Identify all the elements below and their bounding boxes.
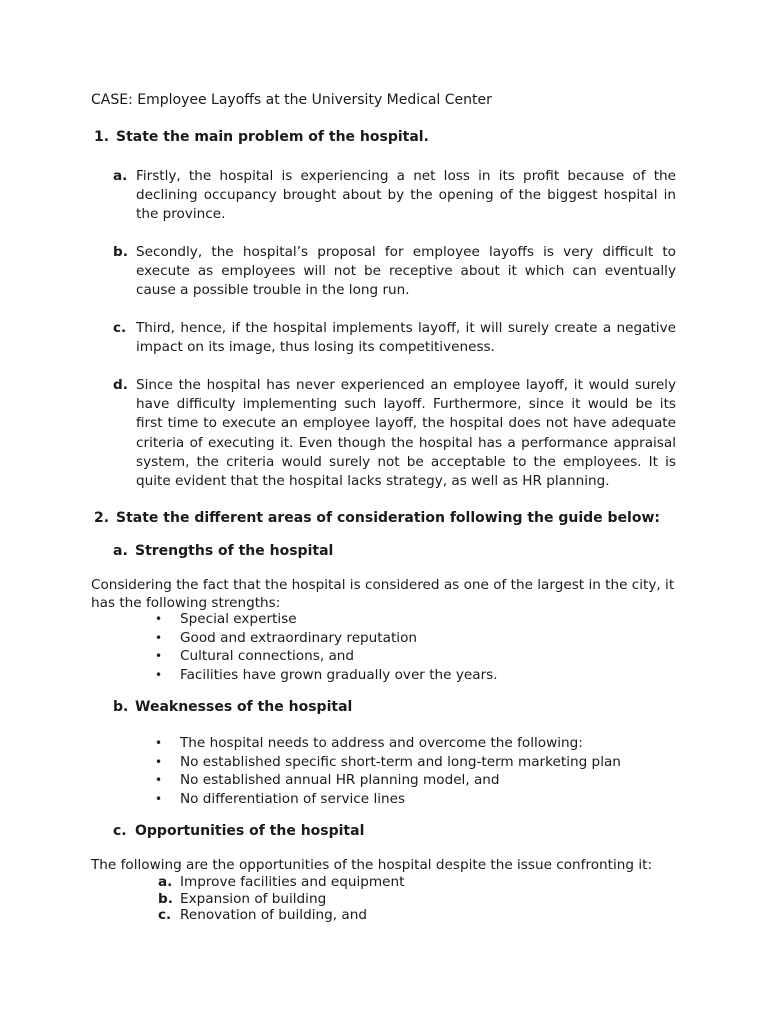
bullet-icon: • — [155, 612, 163, 626]
answer-b-text: Secondly, the hospital’s proposal for employee layoffs is very difficult to execute as employees will not be receptive about it which can eventually cause a possible trouble in the long run. — [136, 244, 676, 299]
weaknesses-list — [155, 734, 621, 808]
bullet-icon: • — [155, 736, 163, 750]
answer-a-text: Firstly, the hospital is experiencing a net loss in its profit because of the declining occupancy brought about by the opening of the biggest hospital in the province. — [136, 168, 676, 223]
bullet-icon: • — [155, 791, 163, 806]
bullet-icon: • — [155, 649, 163, 663]
list-item: • No differentiation of service lines — [155, 790, 406, 807]
list-item: • Cultural connections, and — [155, 648, 355, 664]
document-title: CASE: Employee Layoffs at the University Medical Center — [91, 92, 492, 108]
question-1-number: 1. — [94, 129, 110, 145]
list-item: • Facilities have grown gradually over the years. — [155, 666, 498, 683]
strengths-letter: a. — [113, 543, 128, 559]
list-item: • The hospital needs to address and overcome the following: — [155, 735, 583, 751]
answer-b-letter: b. — [113, 244, 128, 260]
list-item: • No established annual HR planning model, and — [155, 772, 500, 788]
answer-d — [113, 376, 676, 491]
answer-c-text: Third, hence, if the hospital implements layoff, it will surely create a negative impact on its image, thus losing its competitiveness. — [136, 320, 676, 356]
opportunities-heading — [113, 823, 364, 839]
weaknesses-heading-text: Weaknesses of the hospital — [135, 699, 353, 715]
bullet-icon: • — [155, 773, 163, 787]
bullet-icon: • — [155, 667, 163, 682]
question-2-number: 2. — [94, 510, 110, 526]
strengths-heading — [113, 543, 333, 559]
strengths-heading-text: Strengths of the hospital — [135, 543, 334, 559]
question-1-text: State the main problem of the hospital. — [116, 129, 429, 145]
opportunities-intro: The following are the opportunities of the hospital despite the issue confronting it: — [91, 857, 653, 873]
bullet-icon: • — [155, 754, 163, 769]
list-item: • No established specific short-term and long-term marketing plan — [155, 753, 621, 770]
list-item: • Good and extraordinary reputation — [155, 629, 418, 646]
answer-a — [113, 167, 676, 225]
bullet-icon: • — [155, 630, 163, 645]
question-1 — [94, 129, 429, 145]
answer-d-text: Since the hospital has never experienced an employee layoff, it would surely have difficulty implementing such layoff. Furthermore, since it would be its first time to execute an employee layoff, the hospital does not have adequate criteria of executing it. Even though the hospital has a performance appraisal system, the criteria would surely not be acceptable to the employees. It is quite evident that the hospital lacks strategy, as well as HR planning. — [136, 377, 676, 490]
answer-c-letter: c. — [113, 320, 127, 336]
opportunities-heading-text: Opportunities of the hospital — [135, 823, 365, 839]
answer-b — [113, 243, 676, 301]
list-item: b. Expansion of building — [158, 890, 327, 907]
opportunities-letter: c. — [113, 823, 127, 839]
answer-c — [113, 319, 676, 357]
question-2 — [94, 510, 660, 526]
list-item: a. Improve facilities and equipment — [158, 874, 405, 890]
weaknesses-letter: b. — [113, 699, 129, 715]
answer-a-letter: a. — [113, 168, 128, 184]
weaknesses-heading — [113, 699, 352, 715]
question-2-text: State the different areas of consideration following the guide below: — [116, 510, 661, 526]
answer-d-letter: d. — [113, 377, 128, 393]
list-item: c. Renovation of building, and — [158, 907, 367, 923]
opportunities-list — [158, 874, 404, 924]
strengths-intro: Considering the fact that the hospital is considered as one of the largest in the city, it has the following strengths: — [91, 577, 675, 612]
list-item: • Special expertise — [155, 611, 297, 627]
strengths-list — [155, 610, 498, 684]
